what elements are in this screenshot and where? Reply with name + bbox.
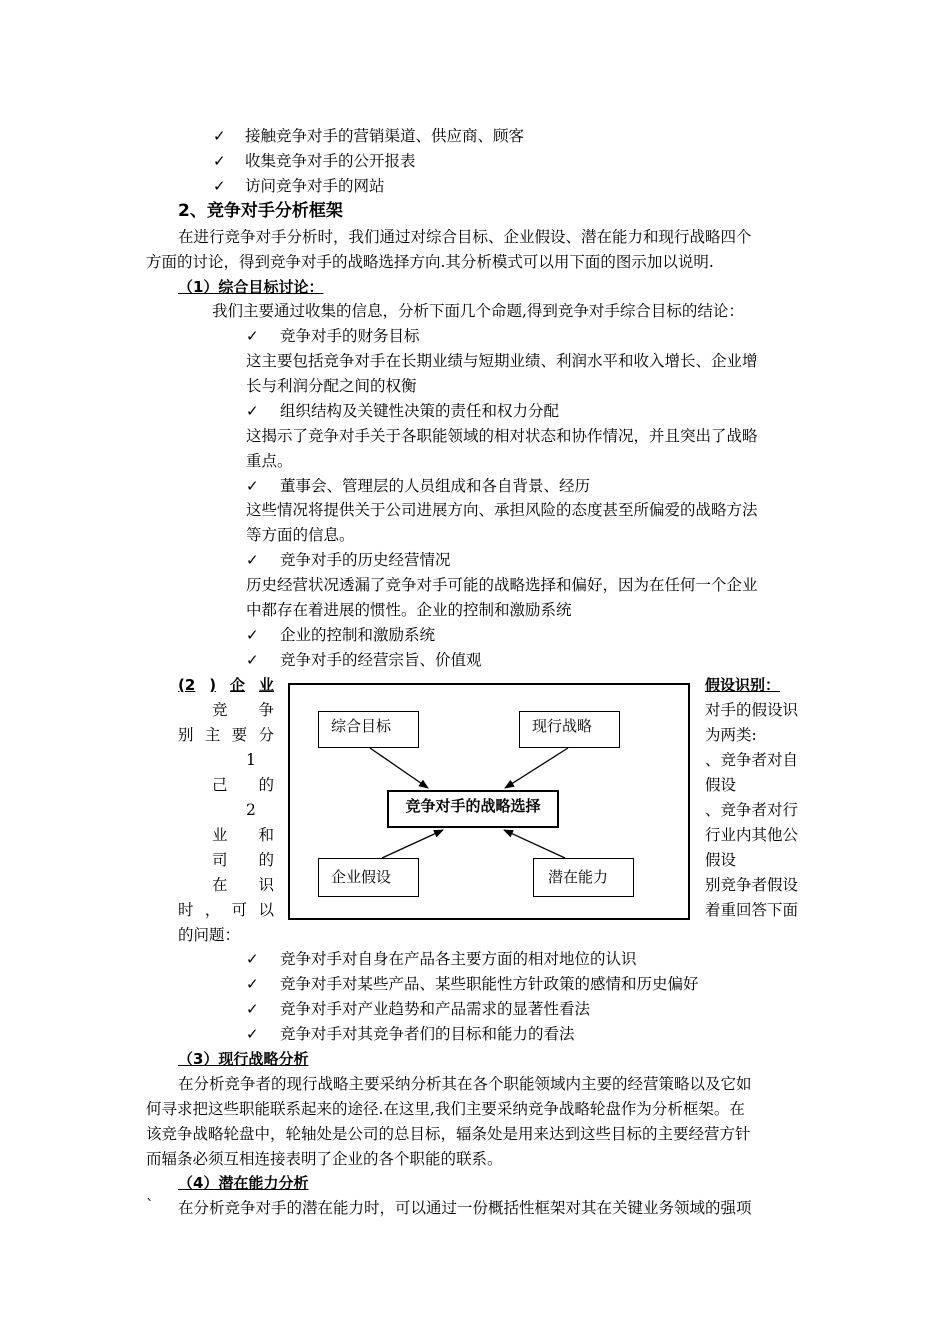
subsection-heading: （4）潜在能力分析 [178, 1174, 309, 1192]
wrapped-text-line: 、竞争者对行 [705, 801, 799, 819]
diagram-box-goals: 综合目标 [318, 711, 419, 748]
check-icon: ✓ [246, 975, 259, 993]
paragraph-line: 何寻求把这些职能联系起来的途径.在这里,我们主要采纳竞争战略轮盘作为分析框架。在 [146, 1100, 745, 1118]
wrapped-text-line: 着重回答下面 [705, 901, 799, 919]
char: 主 [204, 726, 221, 744]
bullet-text: 企业的控制和激励系统 [280, 626, 436, 644]
bullet-text: 竞争对手对某些产品、某些职能性方针政策的感情和历史偏好 [280, 975, 699, 993]
paragraph-line: 长与利润分配之间的权衡 [246, 377, 417, 395]
check-icon: ✓ [213, 127, 226, 145]
heading-part: ) [209, 676, 217, 694]
bullet-text: 竞争对手的历史经营情况 [280, 551, 451, 569]
check-icon: ✓ [246, 626, 259, 644]
arrow-capabilities-to-center [504, 830, 565, 858]
wrapped-text-line: 行业内其他公 [705, 826, 799, 844]
bullet-text: 竞争对手对产业趋势和产品需求的显著性看法 [280, 1000, 591, 1018]
check-icon: ✓ [213, 177, 226, 195]
bullet-text: 竞争对手对自身在产品各主要方面的相对地位的认识 [280, 950, 637, 968]
paragraph-line: 历史经营状况透漏了竞争对手可能的战略选择和偏好，因为在任何一个企业 [246, 576, 758, 594]
char: 竞 [212, 701, 228, 719]
wrapped-text-line: 对手的假设识 [705, 701, 799, 719]
heading-part: 企 [230, 676, 246, 694]
check-icon: ✓ [246, 651, 259, 669]
diagram-box-current-strategy: 现行战略 [519, 711, 620, 748]
arrow-assumptions-to-center [382, 830, 443, 858]
paragraph-line: 而辐条必须互相连接表明了企业的各个职能的联系。 [146, 1150, 503, 1168]
paragraph-line: 该竞争战略轮盘中，轮轴处是公司的总目标，辐条处是用来达到这些目标的主要经营方针 [146, 1125, 751, 1143]
char: 和 [258, 826, 274, 844]
paragraph-line: 我们主要通过收集的信息，分析下面几个命题,得到竞争对手综合目标的结论： [212, 302, 744, 320]
diagram-box-strategic-choice: 竞争对手的战略选择 [387, 790, 559, 828]
heading-part: 业 [258, 676, 274, 694]
char: 司 [212, 851, 228, 869]
bullet-text: 董事会、管理层的人员组成和各自背景、经历 [280, 477, 591, 495]
paragraph-line: 这主要包括竞争对手在长期业绩与短期业绩、利润水平和收入增长、企业增 [246, 352, 758, 370]
check-icon: ✓ [246, 327, 259, 345]
paragraph-line: 重点。 [246, 452, 293, 470]
char: 在 [212, 876, 228, 894]
bullet-text: 接触竞争对手的营销渠道、供应商、顾客 [245, 127, 525, 145]
char: 以 [258, 901, 274, 919]
wrapped-text-line: 2 [246, 801, 256, 819]
wrapped-text-line: 假设 [705, 776, 737, 794]
wrapped-text-line: 、竞争者对自 [705, 751, 799, 769]
diagram-box-capabilities: 潜在能力 [533, 858, 634, 897]
bullet-text: 收集竞争对手的公开报表 [245, 152, 416, 170]
subsection-heading-right: 假设识别： [705, 676, 781, 694]
subsection-heading: （3）现行战略分析 [178, 1050, 309, 1068]
section-heading: 2、竞争对手分析框架 [178, 201, 343, 221]
char: 分 [258, 726, 274, 744]
paragraph-line: 的问题： [178, 926, 241, 944]
check-icon: ✓ [246, 551, 259, 569]
char: 别 [178, 726, 194, 744]
paragraph-line: 在分析竞争对手的潜在能力时，可以通过一份概括性框架对其在关键业务领域的强项 [178, 1199, 752, 1217]
char: 业 [212, 826, 228, 844]
char: 识 [258, 876, 274, 894]
paragraph-line: 等方面的信息。 [246, 526, 355, 544]
paragraph-line: 在进行竞争对手分析时，我们通过对综合目标、企业假设、潜在能力和现行战略四个 [178, 228, 752, 246]
bullet-text: 竞争对手的经营宗旨、价值观 [280, 651, 482, 669]
char: 可 [231, 901, 248, 919]
check-icon: ✓ [246, 1000, 259, 1018]
bullet-text: 竞争对手对其竞争者们的目标和能力的看法 [280, 1025, 575, 1043]
wrapped-text-line: 1 [246, 751, 256, 769]
check-icon: ✓ [246, 950, 259, 968]
stray-mark: ` [146, 1197, 154, 1215]
wrapped-text-line: 假设 [705, 851, 737, 869]
char: 的 [258, 776, 274, 794]
wrapped-text-line: 为两类: [705, 726, 757, 744]
subsection-heading: （1）综合目标讨论： [178, 278, 324, 296]
check-icon: ✓ [246, 1025, 259, 1043]
char: 要 [231, 726, 248, 744]
char: 时 [178, 901, 194, 919]
heading-part: (2 [178, 676, 196, 694]
wrapped-text-line: 别竞争者假设 [705, 876, 799, 894]
char: 的 [258, 851, 274, 869]
paragraph-line: 中都存在着进展的惯性。企业的控制和激励系统 [246, 601, 572, 619]
bullet-text: 组织结构及关键性决策的责任和权力分配 [280, 402, 560, 420]
paragraph-line: 这些情况将提供关于公司进展方向、承担风险的态度甚至所偏爱的战略方法 [246, 501, 758, 519]
char: 争 [258, 701, 274, 719]
char: 己 [212, 776, 228, 794]
arrow-strategy-to-center [505, 748, 568, 788]
bullet-text: 访问竞争对手的网站 [245, 177, 385, 195]
check-icon: ✓ [246, 402, 259, 420]
bullet-text: 竞争对手的财务目标 [280, 327, 420, 345]
paragraph-line: 在分析竞争者的现行战略主要采纳分析其在各个职能领域内主要的经营策略以及它如 [178, 1075, 752, 1093]
arrow-goals-to-center [370, 748, 428, 788]
check-icon: ✓ [246, 477, 259, 495]
diagram-box-assumptions: 企业假设 [318, 858, 419, 897]
paragraph-line: 方面的讨论，得到竞争对手的战略选择方向.其分析模式可以用下面的图示加以说明. [146, 253, 714, 271]
check-icon: ✓ [213, 152, 226, 170]
paragraph-line: 这揭示了竞争对手关于各职能领域的相对状态和协作情况，并且突出了战略 [246, 427, 758, 445]
char: ， [204, 901, 221, 919]
